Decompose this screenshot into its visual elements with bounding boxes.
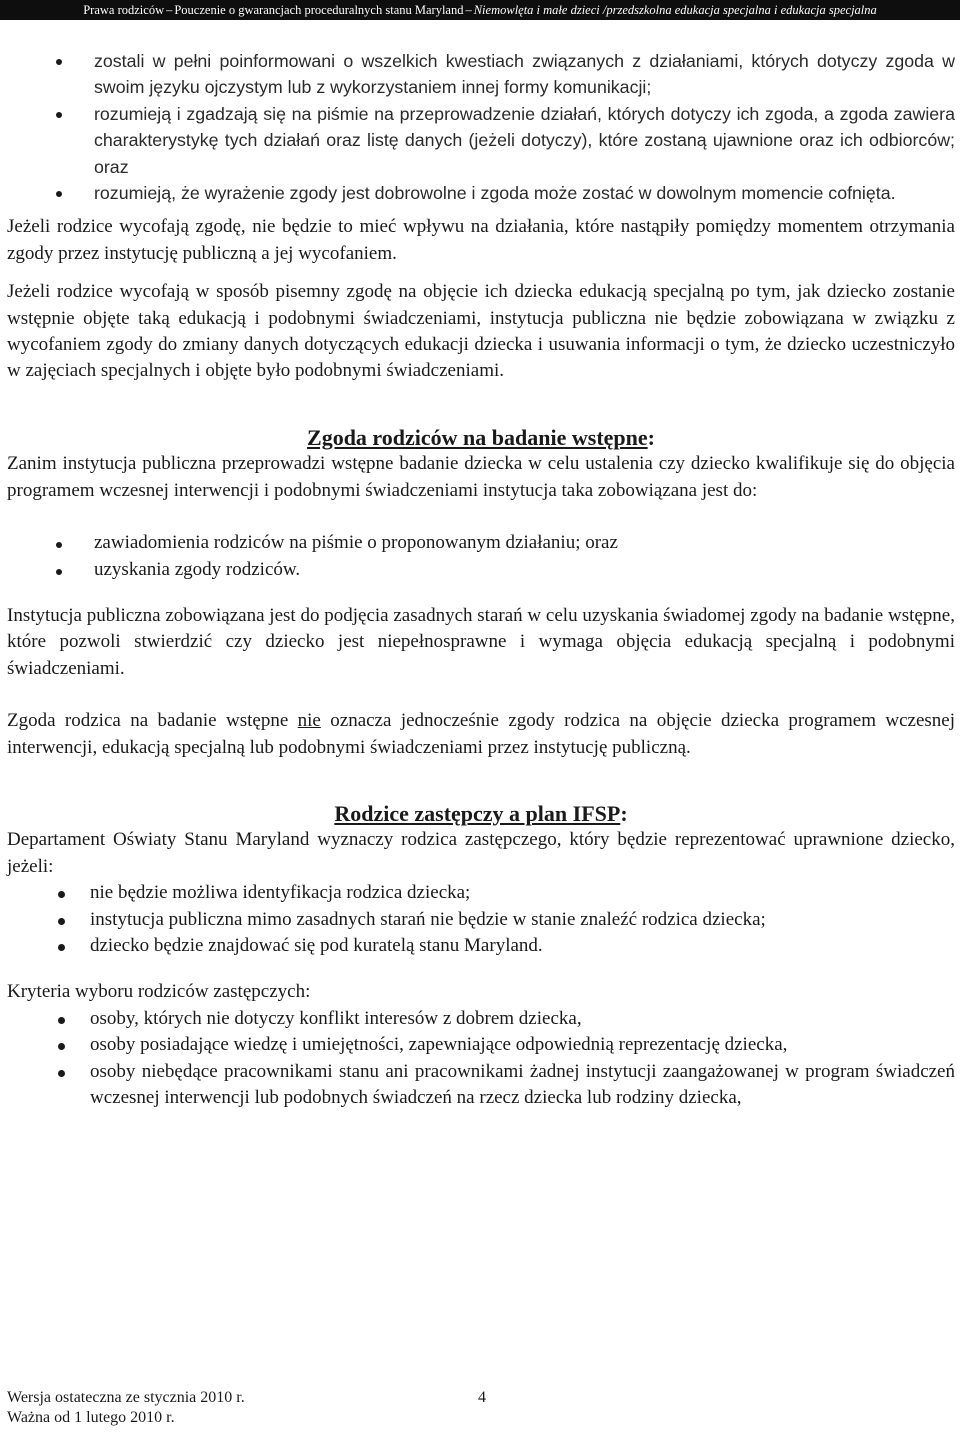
footer-version: Wersja ostateczna ze stycznia 2010 r. xyxy=(7,1389,245,1406)
header-section: Niemowlęta i małe dzieci /przedszkolna edukacja specjalna i edukacja specjalna xyxy=(473,3,877,17)
text-run: oznacza jednocześnie zgody rodzica na objęcie dziecka programem wczesnej interwencji, edukacją specjalną lub podobnymi świadczeniami przez instytucję publiczną. xyxy=(7,710,955,758)
paragraph-consent-scope xyxy=(7,708,955,761)
section-intro: Departament Oświaty Stanu Maryland wyznaczy rodzica zastępczego, który będzie reprezentować uprawnione dziecko, jeżeli: xyxy=(7,829,955,877)
header-separator: – xyxy=(166,3,173,17)
section-heading xyxy=(7,425,955,451)
list-item: zawiadomienia rodziców na piśmie o proponowanym działaniu; oraz xyxy=(7,530,955,556)
initial-evaluation-list xyxy=(7,530,955,583)
list-item: rozumieją, że wyrażenie zgody jest dobrowolne i zgoda może zostać w dowolnym momencie cofnięta. xyxy=(7,180,955,206)
consent-conditions-list xyxy=(7,48,955,206)
heading-colon: : xyxy=(620,800,628,826)
list-item: dziecko będzie znajdować się pod kuratelą stanu Maryland. xyxy=(7,933,955,959)
header-separator: – xyxy=(465,3,472,17)
surrogate-criteria-list xyxy=(7,1006,955,1112)
page-number: 4 xyxy=(478,1389,486,1406)
paragraph-withdraw-written: Jeżeli rodzice wycofają w sposób pisemny zgodę na objęcie ich dziecka edukacją specjalną po tym, jak dziecko zostanie wstępnie objęte taką edukacją i podobnymi świadczeniami, instytucja publiczna nie będzie zobowiązana w związku z wycofaniem zgody do zmiany danych dotyczących edukacji dziecka i usuwania informacji o tym, że dziecko uczestniczyło w zajęciach specjalnych i objęte było podobnymi świadczeniami. xyxy=(7,281,955,382)
criteria-title: Kryteria wyboru rodziców zastępczych: xyxy=(7,981,311,1003)
header-title: Prawa rodziców xyxy=(83,3,165,17)
section-intro: Zanim instytucja publiczna przeprowadzi wstępne badanie dziecka w celu ustalenia czy dziecko kwalifikuje się do objęcia programem wczesnej interwencji i podobnymi świadczeniami instytucja taka zobowiązana jest do: xyxy=(7,453,955,501)
paragraph-informed-consent: Instytucja publiczna zobowiązana jest do podjęcia zasadnych starań w celu uzyskania świadomej zgody na badanie wstępne, które pozwoli stwierdzić czy dziecko jest niepełnosprawne i wymaga objęcia edukacją specjalną i podobnymi świadczeniami. xyxy=(7,604,955,679)
page-footer xyxy=(7,1388,507,1428)
section-heading xyxy=(7,801,955,827)
list-item: osoby niebędące pracownikami stanu ani pracownikami żadnej instytucji zaangażowanej w program świadczeń wczesnej interwencji lub podobnych świadczeń na rzecz dziecka lub rodziny dziecka, xyxy=(7,1059,955,1112)
section-heading-text: Rodzice zastępczy a plan IFSP xyxy=(334,800,621,826)
heading-colon: : xyxy=(647,424,655,450)
list-item: rozumieją i zgadzają się na piśmie na przeprowadzenie działań, których dotyczy ich zgoda, a zgoda zawiera charakterystykę tych działań oraz listę danych (jeżeli dotyczy), które zostaną ujawnione oraz ich odbiorców; oraz xyxy=(7,101,955,180)
page-header xyxy=(0,0,960,20)
emphasized-word: nie xyxy=(297,710,321,732)
document-body xyxy=(7,48,955,1111)
footer-valid-from: Ważna od 1 lutego 2010 r. xyxy=(7,1409,175,1426)
list-item: osoby posiadające wiedzę i umiejętności, zapewniające odpowiednią reprezentację dziecka, xyxy=(7,1032,955,1058)
list-item: instytucja publiczna mimo zasadnych starań nie będzie w stanie znaleźć rodzica dziecka; xyxy=(7,907,955,933)
text-run: Zgoda rodzica na badanie wstępne xyxy=(7,710,298,732)
section-heading-text: Zgoda rodziców na badanie wstępne xyxy=(307,424,648,450)
list-item: nie będzie możliwa identyfikacja rodzica dziecka; xyxy=(7,880,955,906)
surrogate-conditions-list xyxy=(7,880,955,959)
paragraph-withdraw: Jeżeli rodzice wycofają zgodę, nie będzie to mieć wpływu na działania, które nastąpiły pomiędzy momentem otrzymania zgody przez instytucję publiczną a jej wycofaniem. xyxy=(7,216,955,264)
header-subtitle: Pouczenie o gwarancjach proceduralnych stanu Maryland xyxy=(174,3,464,17)
list-item: zostali w pełni poinformowani o wszelkich kwestiach związanych z działaniami, których dotyczy zgoda w swoim języku ojczystym lub z wykorzystaniem innej formy komunikacji; xyxy=(7,48,955,101)
list-item: uzyskania zgody rodziców. xyxy=(7,557,955,583)
list-item: osoby, których nie dotyczy konflikt interesów z dobrem dziecka, xyxy=(7,1006,955,1032)
